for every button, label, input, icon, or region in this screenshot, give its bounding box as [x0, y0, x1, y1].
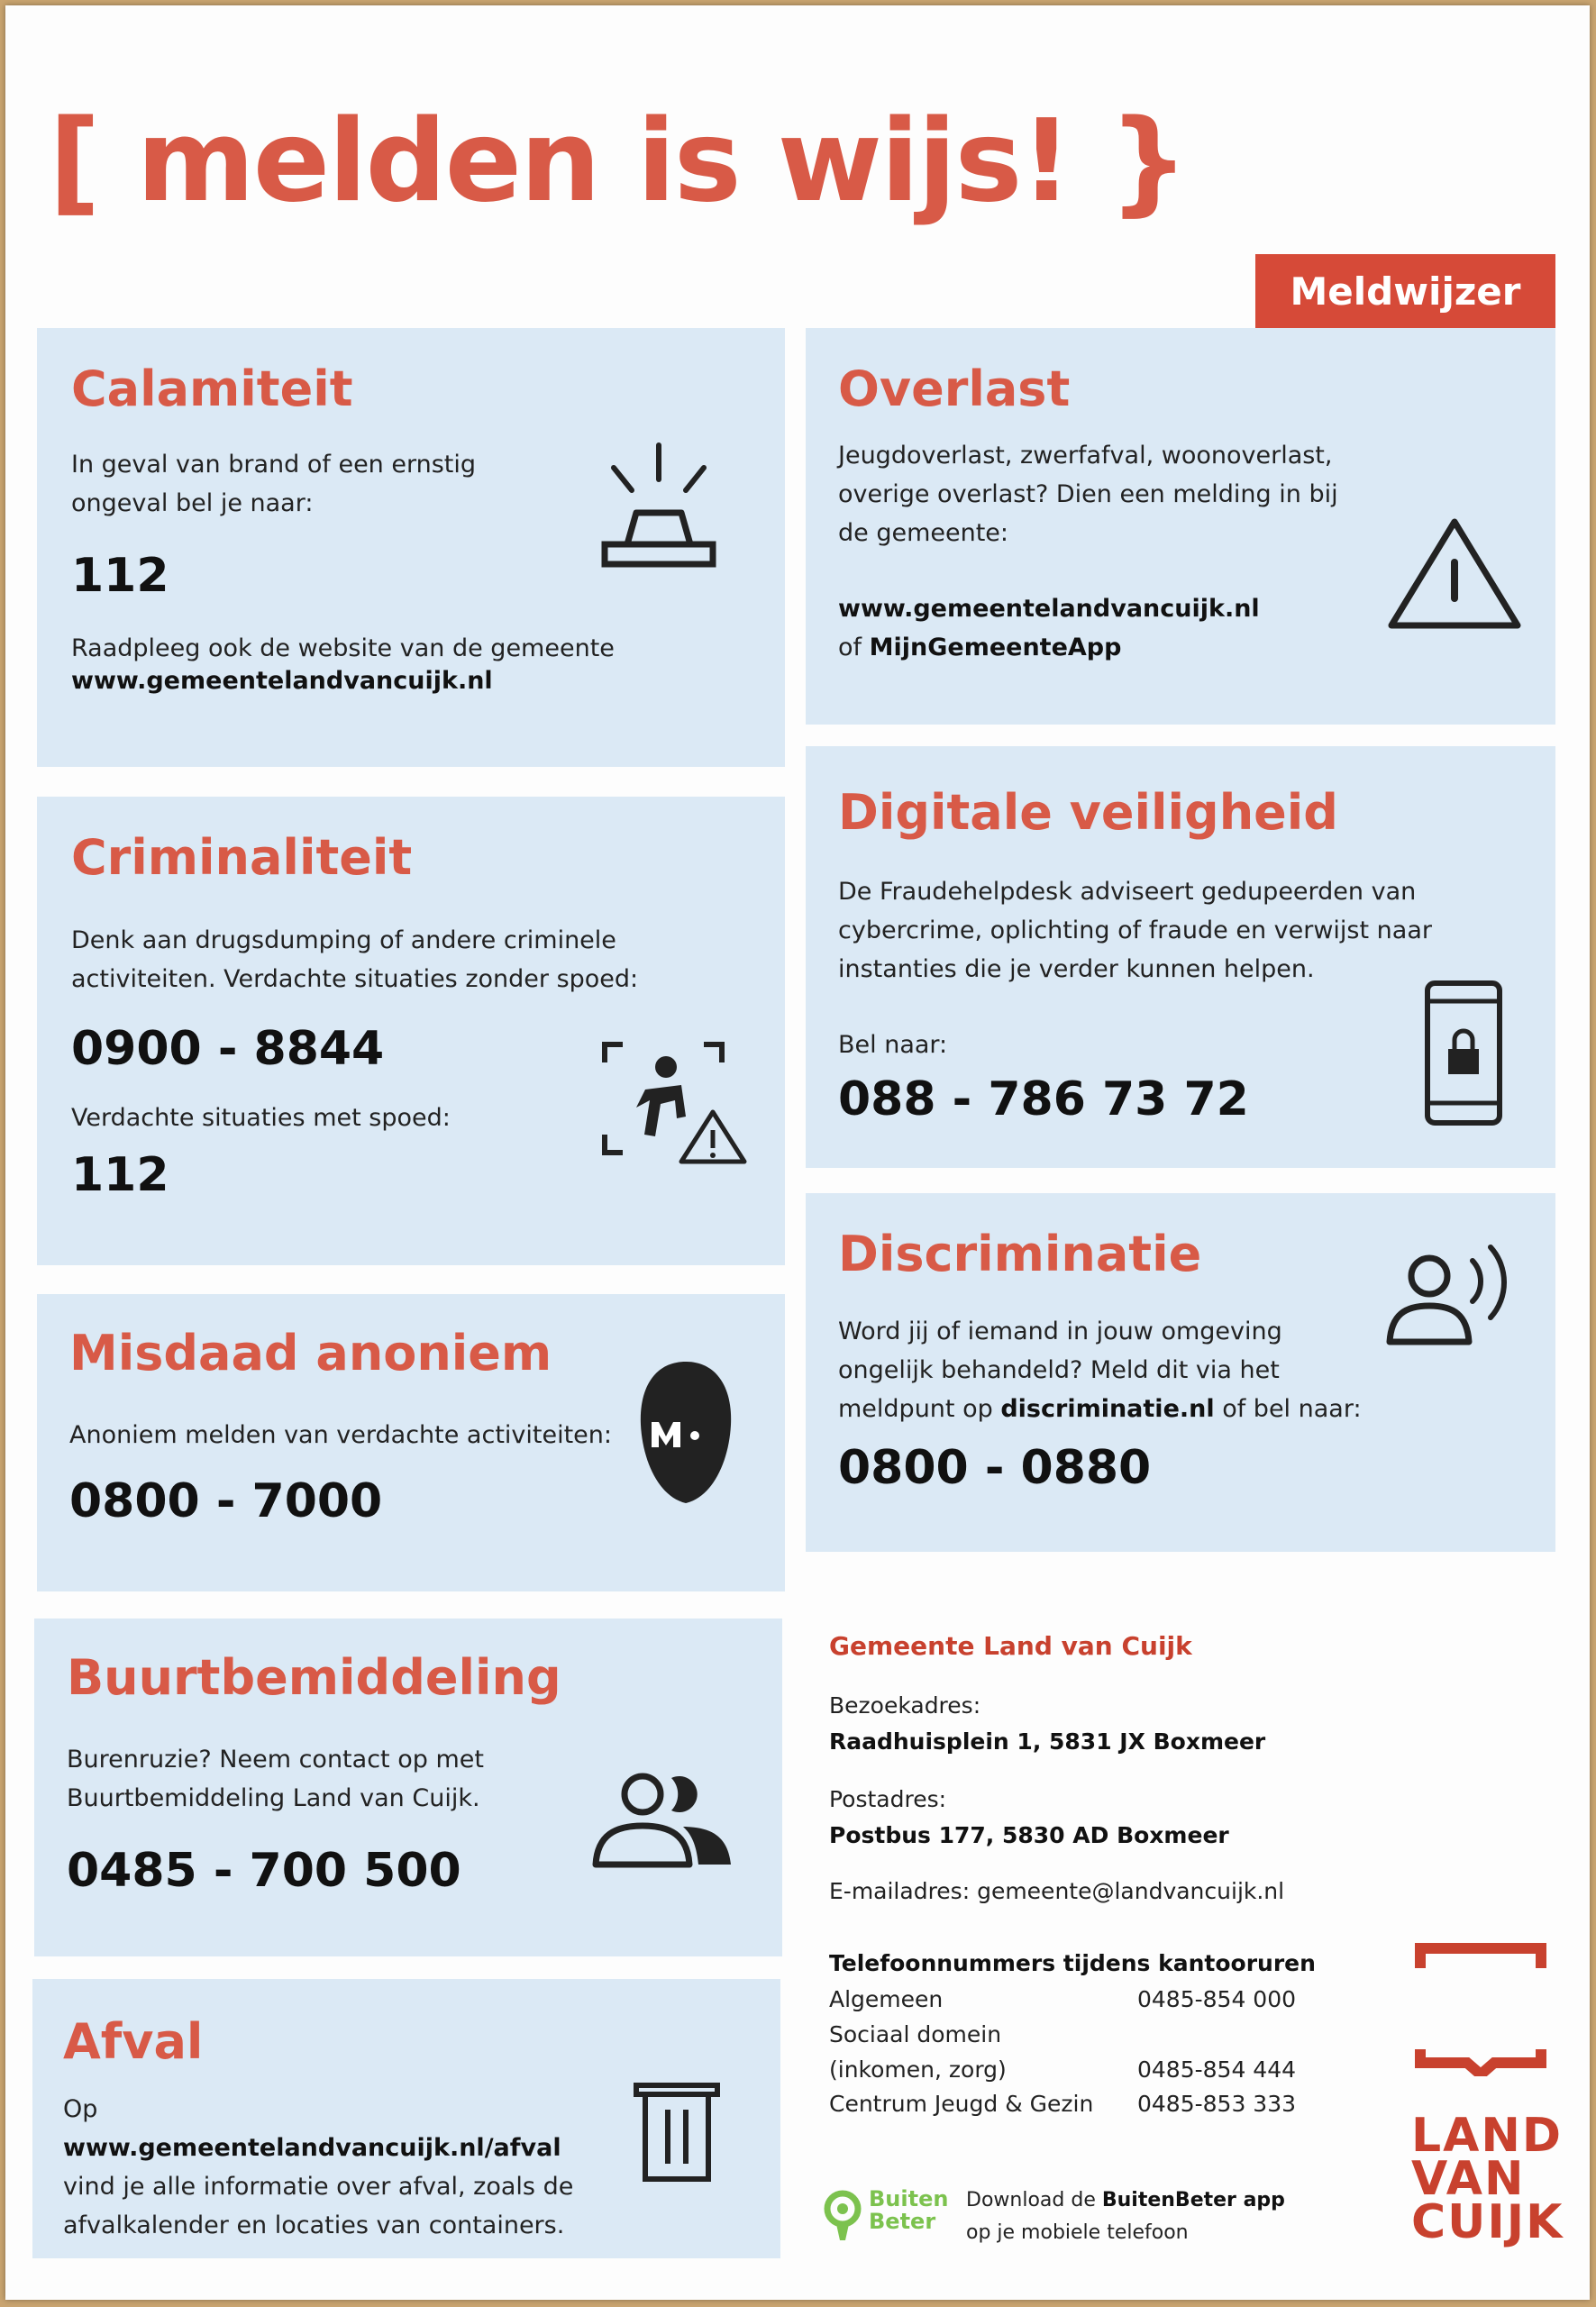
- card-text: Anoniem melden van verdachte activiteiten:: [69, 1421, 612, 1449]
- logo-line: LAND: [1411, 2109, 1564, 2163]
- afval-link[interactable]: www.gemeentelandvancuijk.nl/afval: [63, 2134, 561, 2162]
- headline: [ melden is wijs! }: [49, 95, 1188, 227]
- card-text-b: of bel naar:: [1222, 1395, 1362, 1423]
- card-title: Digitale veiligheid: [838, 784, 1338, 841]
- card-text: Denk aan drugsdumping of andere criminele activiteiten. Verdachte situaties zonder spoed:: [71, 926, 639, 993]
- phone-row: [829, 2091, 1093, 2117]
- card-digitale-veiligheid: [806, 746, 1555, 1168]
- app-name[interactable]: BuitenBeter app: [1101, 2189, 1285, 2211]
- card-text-2: Verdachte situaties met spoed:: [71, 1104, 451, 1132]
- phone-label: Centrum Jeugd & Gezin: [829, 2091, 1094, 2117]
- card-misdaad-anoniem: [37, 1294, 785, 1591]
- card-title: Criminaliteit: [71, 829, 413, 886]
- emergency-number: 112: [71, 1148, 169, 1202]
- post-label: Postadres:: [829, 1786, 947, 1812]
- app-line: [838, 628, 1121, 667]
- card-text: In geval van brand of een ernstig ongeval bel je naar:: [71, 451, 477, 517]
- card-text-rest: vind je alle informatie over afval, zoals de afvalkalender en locaties van containers.: [63, 2173, 574, 2239]
- logo-line: VAN: [1411, 2152, 1526, 2206]
- app-download-line: [966, 2184, 1285, 2217]
- mediation-number: 0485 - 700 500: [67, 1844, 461, 1898]
- email-line[interactable]: E-mailadres: gemeente@landvancuijk.nl: [829, 1878, 1285, 1904]
- suspicious-person-icon: [596, 1035, 758, 1180]
- land-van-cuijk-bracket-icon: [1413, 1941, 1548, 2076]
- app-text-b: op je mobiele telefoon: [966, 2221, 1189, 2244]
- app-text-a: Download de: [966, 2189, 1096, 2211]
- card-text: Jeugdoverlast, zwerfafval, woonoverlast, overige overlast? Dien een melding in bij de gemeente:: [838, 442, 1338, 547]
- meldwijzer-badge: Meldwijzer: [1255, 254, 1555, 329]
- card-discriminatie: [806, 1193, 1555, 1552]
- visit-address: Raadhuisplein 1, 5831 JX Boxmeer: [829, 1728, 1266, 1755]
- card-text: [63, 2090, 586, 2245]
- logo-line: CUIJK: [1411, 2195, 1564, 2249]
- phone-label: (inkomen, zorg): [829, 2056, 1007, 2083]
- anonymous-head-icon: [632, 1357, 740, 1510]
- card-title: Misdaad anoniem: [69, 1325, 552, 1381]
- person-speaking-icon: [1382, 1238, 1527, 1355]
- card-title: Buurtbemiddeling: [67, 1649, 561, 1706]
- card-text: [838, 1312, 1379, 1428]
- buitenbeter-logo-text: [869, 2188, 948, 2233]
- card-text: De Fraudehelpdesk adviseert gedupeerden van cybercrime, oplichting of fraude en verwijst naar instanties die je verder kunnen helpen.: [838, 878, 1432, 983]
- trash-bin-icon: [632, 2078, 722, 2186]
- card-buurtbemiddeling: [34, 1619, 782, 1956]
- card-criminaliteit: [37, 797, 785, 1265]
- phone-row: [829, 1986, 943, 2012]
- phone-number[interactable]: 0485-853 333: [1137, 2091, 1297, 2117]
- two-people-icon: [588, 1767, 742, 1875]
- call-label: Bel naar:: [838, 1031, 948, 1059]
- info-title: Gemeente Land van Cuijk: [829, 1631, 1192, 1661]
- app-prefix: of: [838, 634, 862, 661]
- discrimination-number: 0800 - 0880: [838, 1441, 1152, 1495]
- phones-title: Telefoonnummers tijdens kantooruren: [829, 1950, 1316, 1976]
- alarm-light-icon: [587, 436, 731, 589]
- website-link[interactable]: www.gemeentelandvancuijk.nl: [838, 595, 1260, 623]
- fraud-number: 088 - 786 73 72: [838, 1072, 1249, 1126]
- anonymous-number: 0800 - 7000: [69, 1474, 383, 1528]
- card-overlast: [806, 328, 1555, 725]
- emergency-number: 112: [71, 549, 169, 603]
- app-download-text: [966, 2184, 1285, 2249]
- card-text-a: Word jij of iemand in jouw omgeving ongelijk behandeld? Meld dit via het meldpunt op: [838, 1318, 1282, 1423]
- app-name[interactable]: MijnGemeenteApp: [869, 634, 1122, 661]
- phone-row: [829, 2021, 1001, 2047]
- logo-line: Beter: [869, 2209, 936, 2234]
- poster-sheet: [5, 5, 1590, 2300]
- police-number: 0900 - 8844: [71, 1022, 385, 1076]
- card-text: Burenruzie? Neem contact op met Buurtbemiddeling Land van Cuijk.: [67, 1746, 484, 1812]
- land-van-cuijk-logo-text: [1411, 2109, 1564, 2249]
- phone-number[interactable]: 0485-854 444: [1137, 2056, 1297, 2083]
- visit-label: Bezoekadres:: [829, 1692, 981, 1719]
- phone-label: Sociaal domein: [829, 2021, 1002, 2047]
- card-title: Overlast: [838, 360, 1071, 417]
- phone-number[interactable]: 0485-854 000: [1137, 1986, 1297, 2012]
- card-afval: [32, 1979, 780, 2258]
- card-calamiteit: [37, 328, 785, 767]
- card-text-prefix: Op: [63, 2095, 98, 2123]
- post-address: Postbus 177, 5830 AD Boxmeer: [829, 1822, 1229, 1848]
- discriminatie-link[interactable]: discriminatie.nl: [1000, 1395, 1215, 1423]
- card-title: Discriminatie: [838, 1226, 1202, 1282]
- buitenbeter-logo-icon: [822, 2188, 863, 2244]
- warning-triangle-icon: [1382, 508, 1527, 643]
- website-link[interactable]: www.gemeentelandvancuijk.nl: [71, 667, 493, 695]
- phone-label: Algemeen: [829, 1986, 944, 2012]
- locked-phone-icon: [1423, 979, 1504, 1127]
- logo-line: Buiten: [869, 2186, 949, 2211]
- card-title: Afval: [63, 2013, 204, 2070]
- card-title: Calamiteit: [71, 360, 353, 417]
- phone-row: [829, 2056, 1007, 2083]
- card-footer: Raadpleeg ook de website van de gemeente: [71, 634, 615, 662]
